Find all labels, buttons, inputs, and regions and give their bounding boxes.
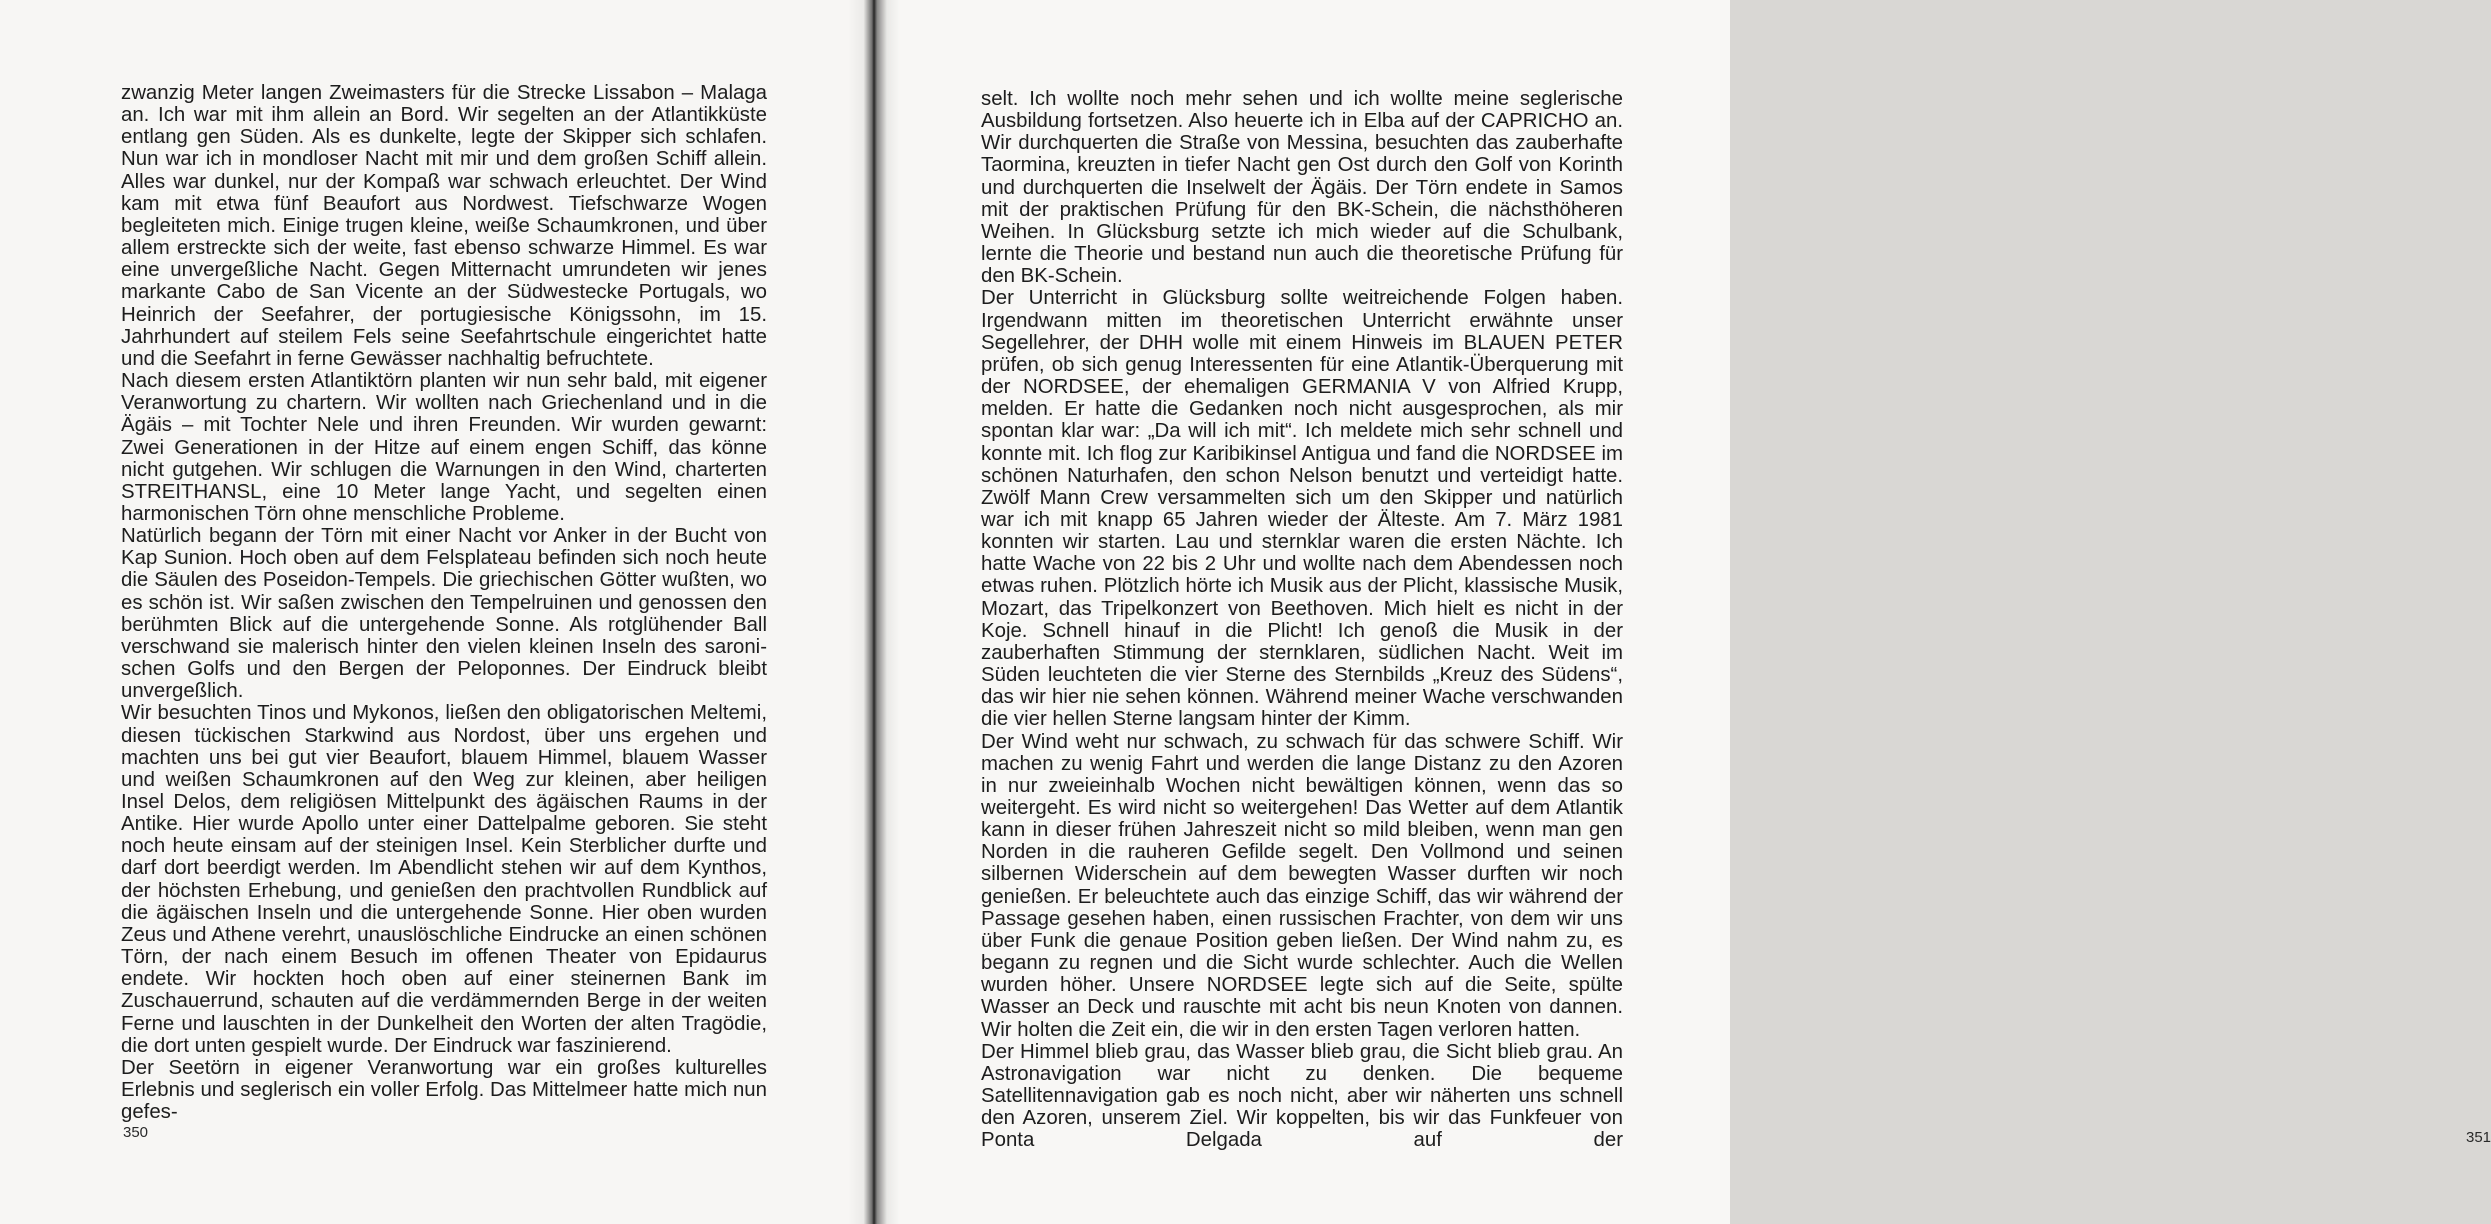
paragraph: Der Seetörn in eigener Veranwortung war ein großes kulturelles Erlebnis und seglerisch ein voller Erfolg. Das Mittelmeer hatte mich nun gefes- <box>121 1056 767 1124</box>
paragraph: Der Wind weht nur schwach, zu schwach für das schwere Schiff. Wir machen zu wenig Fahrt und werden die lange Distanz zu den Azoren in nur zweieinhalb Wochen nicht bewältigen können, wenn das so weitergeht. Es wird nicht so weitergehen! Das Wetter auf dem Atlantik kann in dieser frühen Jahreszeit nicht so mild bleiben, wenn man gen Norden in die rauheren Gefilde segelt. Den Vollmond und seinen silbernen Widerschein auf dem bewegten Wasser durften wir noch genießen. Er beleuchtete auch das einzige Schiff, das wir während der Passage gesehen haben, einen russischen Frachter, von dem wir uns über Funk die genaue Position geben ließen. Der Wind nahm zu, es begann zu regnen und die Sicht wurde schlechter. Auch die Wellen wurden höher. Unsere NORDSEE legte sich auf die Seite, spülte Wasser an Deck und rauschte mit acht bis neun Knoten von dannen. Wir holten die Zeit ein, die wir in den ersten Tagen verloren hatten. <box>981 730 1623 1041</box>
page-number: 351 <box>2466 1129 2491 1146</box>
right-page-text <box>981 88 1623 1152</box>
left-page <box>0 0 873 1224</box>
paragraph: Der Unterricht in Glücksburg sollte weitreichende Folgen haben. Irgendwann mitten im theoretischen Unterricht erwähnte unser Segellehrer, der DHH wolle mit einem Hinweis im BLAUEN PETER prüfen, ob sich genug Interessenten für eine Atlantik-Überquerung mit der NORDSEE, der ehemaligen GERMANIA V von Alfried Krupp, melden. Er hatte die Gedanken noch nicht ausgesprochen, als mir spontan klar war: „Da will ich mit“. Ich meldete mich sehr schnell und konnte mit. Ich flog zur Karibikinsel Antigua und fand die NORDSEE im schönen Naturhafen, den schon Nelson benutzt und verteidigt hatte. Zwölf Mann Crew versammelten sich um den Skipper und natürlich war ich mit knapp 65 Jahren wieder der Älteste. Am 7. März 1981 konnten wir starten. Lau und sternklar waren die ersten Nächte. Ich hatte Wache von 22 bis 2 Uhr und wollte nach dem Abendessen noch etwas ruhen. Plötzlich hörte ich Musik aus der Plicht, klassische Musik, Mozart, das Tripelkonzert von Beethoven. Mich hielt es nicht in der Koje. Schnell hinauf in die Plicht! Ich genoß die Musik in der zauberhaften Stimmung der sternklaren, südlichen Nacht. Weit im Süden leuchteten die vier Sterne des Sternbilds „Kreuz des Südens“, das wir hier nie sehen können. Während meiner Wache verschwanden die vier hellen Sterne langsam hinter der Kimm. <box>981 287 1623 731</box>
paragraph: Der Himmel blieb grau, das Wasser blieb grau, die Sicht blieb grau. An Astronavigation war nicht zu denken. Die bequeme Satellitennavigation gab es noch nicht, aber wir näherten uns schnell den Azoren, unserem Ziel. Wir koppelten, bis wir das Funkfeuer von Ponta Delgada auf der <box>981 1040 1623 1152</box>
left-page-text <box>121 82 767 1123</box>
paragraph: Nach diesem ersten Atlantiktörn planten wir nun sehr bald, mit eigener Veranwortung zu chartern. Wir wollten nach Griechenland und in die Ägäis – mit Tochter Nele und ihren Freunden. Wir wurden gewarnt: Zwei Generationen in der Hitze auf einem engen Schiff, das könne nicht gutgehen. Wir schlugen die Warnungen in den Wind, charterten STREITHANSL, eine 10 Meter lange Yacht, und segelten einen harmonischen Törn ohne menschliche Probleme. <box>121 370 767 525</box>
paragraph: Wir besuchten Tinos und Mykonos, ließen den obligatorischen Meltemi, diesen tückischen Starkwind aus Nordost, über uns ergehen und machten uns bei gut vier Beaufort, blauem Himmel, blauem Wasser und weißen Schaumkronen auf den Weg zur kleinen, aber heiligen Insel Delos, dem religiösen Mittelpunkt des ägäischen Raums in der Antike. Hier wurde Apollo unter einer Dattelpalme geboren. Sie steht noch heute einsam auf der steinigen Insel. Kein Sterblicher durfte und darf dort beerdigt werden. Im Abendlicht stehen wir auf dem Kynthos, der höchsten Erhebung, und genießen den prachtvollen Rundblick auf die ägäischen Inseln und die untergehende Sonne. Hier oben wurden Zeus und Athene verehrt, unauslöschliche Eindrucke an einen schönen Törn, der nach einem Besuch im offenen Theater von Epidaurus endete. Wir hockten hoch oben auf einer steinernen Bank im Zuschauerrund, schauten auf die verdämmernden Berge in der weiten Ferne und lauschten in der Dunkelheit den Worten der alten Tragödie, die dort unten gespielt wurde. Der Eindruck war faszinierend. <box>121 702 767 1057</box>
page-number: 350 <box>123 1124 149 1141</box>
paragraph: selt. Ich wollte noch mehr sehen und ich wollte meine seglerische Ausbildung fortsetzen. Also heuerte ich in Elba auf der CAPRICHO an. Wir durchquerten die Straße von Messina, besuchten das zauberhafte Taormina, kreuzten in tiefer Nacht gen Ost durch den Golf von Korinth und durchquerten die Inselwelt der Ägäis. Der Törn endete in Samos mit der praktischen Prüfung für den BK-Schein, die nächsthöheren Weihen. In Glücksburg setzte ich mich wieder auf die Schulbank, lernte die Theorie und bestand nun auch die theoretische Prüfung für den BK-Schein. <box>981 88 1623 288</box>
book-gutter-shadow <box>848 0 900 1224</box>
paragraph: zwanzig Meter langen Zweimasters für die Strecke Lissabon – Malaga an. Ich war mit ihm allein an Bord. Wir segelten an der Atlantikküste entlang gen Süden. Als es dunkelte, legte der Skipper sich schlafen. Nun war ich in mondloser Nacht mit mir und dem großen Schiff allein. Alles war dunkel, nur der Kompaß war schwach erleuchtet. Der Wind kam mit etwa fünf Beaufort aus Nordwest. Tiefschwarze Wogen begleiteten mich. Einige trugen kleine, weiße Schaumkronen, und über allem erstreckte sich der weite, fast ebenso schwarze Himmel. Es war eine unvergeßliche Nacht. Gegen Mitternacht umrundeten wir jenes markante Cabo de San Vicente an der Südwestecke Portugals, wo Heinrich der Seefahrer, der portugiesische Königssohn, im 15. Jahrhundert auf steilem Fels seine Seefahrtschule eingerichtet hatte und die Seefahrt in ferne Gewässer nachhaltig befruchtete. <box>121 82 767 370</box>
paragraph: Natürlich begann der Törn mit einer Nacht vor Anker in der Bucht von Kap Sunion. Hoch oben auf dem Felsplateau befinden sich noch heute die Säulen des Poseidon-Tempels. Die griechischen Götter wußten, wo es schön ist. Wir saßen zwischen den Tempelruinen und genossen den berühmten Blick auf die untergehende Sonne. Als rotglühender Ball verschwand sie malerisch hinter den vielen kleinen Inseln des saronischen Golfs und den Bergen der Peloponnes. Der Eindruck bleibt unvergeßlich. <box>121 525 767 703</box>
